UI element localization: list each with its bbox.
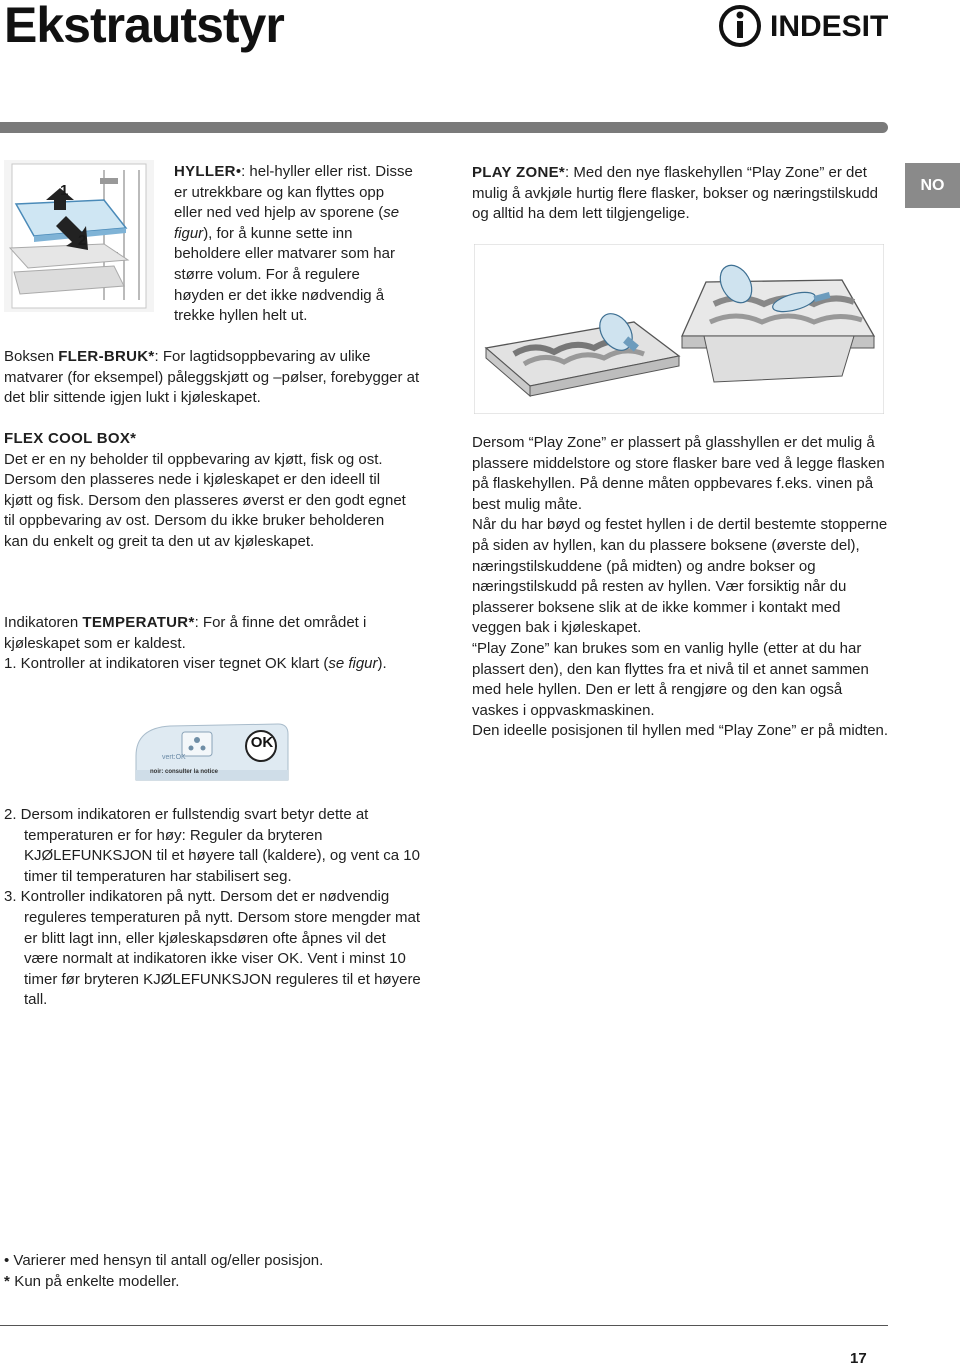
- play-zone-intro-text: : Med den nye flaskehyllen “Play Zone” er det mulig å avkjøle hurtig flere flasker, bokser og næringstilskudd og alltid ha dem lett tilgjengelige.: [472, 164, 879, 223]
- asterisk-marker: *: [188, 614, 195, 631]
- page-title: Ekstrautstyr: [4, 0, 284, 53]
- footnotes: [4, 1251, 504, 1292]
- language-tab: NO: [905, 163, 960, 208]
- footnote-variable: • Varierer med hensyn til antall og/eller posisjon.: [4, 1252, 324, 1269]
- brand-logo-icon: [718, 2, 768, 50]
- temperature-step-1: 1. Kontroller at indikatoren viser tegnet OK klart (se figur).: [4, 655, 387, 673]
- temperature-text: : For å finne det området i kjøleskapet som er kaldest.: [4, 614, 367, 652]
- asterisk-marker: *: [130, 430, 137, 447]
- brand-logo: [718, 2, 890, 50]
- footnote-models: * Kun på enkelte modeller.: [4, 1272, 180, 1290]
- play-zone-paragraph-4: Den ideelle posisjonen til hyllen med “Play Zone” er på midten.: [472, 722, 889, 740]
- shelves-figure-ref: se figur: [174, 204, 400, 242]
- asterisk-marker: *: [558, 164, 566, 181]
- multi-use-box-paragraph: [4, 347, 424, 409]
- bullet-marker: •: [4, 1252, 10, 1269]
- temperature-steps: [4, 805, 424, 1011]
- figure-label-1: 1: [60, 182, 69, 199]
- asterisk-marker: *: [148, 348, 155, 365]
- temperature-prefix: Indikatoren: [4, 614, 83, 631]
- header-divider: [0, 122, 888, 133]
- play-zone-intro: [472, 163, 892, 225]
- asterisk-marker: *: [4, 1272, 11, 1290]
- shelves-figure: [4, 160, 154, 312]
- indicator-ok-label: OK: [250, 734, 274, 751]
- temperature-indicator-figure: [130, 722, 290, 782]
- figure-label-2: 2: [78, 232, 87, 249]
- footer-divider: [0, 1325, 888, 1326]
- bullet-marker: •: [235, 163, 242, 180]
- shelves-text-1: : hel-hyller eller rist. Disse er utrekkbare og kan flyttes opp eller ned ved hjelp av sporene (: [174, 163, 413, 222]
- play-zone-paragraph-3: “Play Zone” kan brukes som en vanlig hylle (etter at du har plassert den), den kan flyttes fra et nivå til et annet sammen med hele hyllen. Den er lett å rengjøre og den kan også vaskes i oppvaskmaskinen.: [472, 639, 869, 719]
- play-zone-figure: [474, 244, 884, 414]
- indicator-vert-label: vert:OK: [162, 754, 186, 761]
- temperature-step-3: 3. Kontroller indikatoren på nytt. Dersom det er nødvendig reguleres temperaturen på nytt. Dersom store mengder mat er blitt lagt inn, eller kjøleskapsdøren ofte åpnes vil det være normalt at indikatoren ikke viser OK. Vent i minst 10 timer før bryteren KJØLEFUNKSJON reguleres til et høyere tall.: [4, 888, 421, 1009]
- flex-cool-box-section: [4, 429, 409, 553]
- step-1-figure-ref: se figur: [328, 655, 378, 673]
- multi-use-heading: FLER-BRUK: [58, 348, 149, 365]
- temperature-section: [4, 613, 414, 675]
- play-zone-paragraph-1: Dersom “Play Zone” er plassert på glasshyllen er det mulig å plassere middelstore og store flasker bare ved å legge flasken på flaskehyllen. På denne måten oppbevares f.eks. vinen på best mulig måte.: [472, 434, 885, 513]
- temperature-heading: TEMPERATUR: [82, 614, 189, 631]
- temperature-step-2: 2. Dersom indikatoren er fullstendig svart betyr dette at temperaturen er for høy: Reguler da bryteren KJØLEFUNKSJON til et høyere tall (kaldere), og vent ca 10 timer til temperaturen har stabilisert seg.: [4, 806, 420, 885]
- brand-wordmark: INDESIT: [770, 10, 889, 43]
- shelves-heading: HYLLER: [174, 163, 236, 180]
- shelves-paragraph: [174, 162, 414, 327]
- play-zone-body: [472, 433, 892, 742]
- indicator-noir-label: noir: consulter la notice: [150, 769, 219, 775]
- page-number: 17: [850, 1350, 867, 1367]
- multi-use-prefix: Boksen: [4, 348, 59, 365]
- play-zone-paragraph-2: Når du har bøyd og festet hyllen i de dertil bestemte stopperne på siden av hyllen, kan du plassere boksene (øverste del), næringstilskuddene (på midten) og andre bokser og næringstilskudd på resten av hyllen. Vær forsiktig når du plasserer boksene slik at de ikke kommer i kontakt med veggen bak i kjøleskapet.: [472, 516, 888, 637]
- play-zone-heading: PLAY ZONE: [472, 164, 559, 181]
- flex-cool-box-heading: FLEX COOL BOX: [4, 430, 131, 447]
- multi-use-text: : For lagtidsoppbevaring av ulike matvarer (for eksempel) påleggskjøtt og –pølser, forebygger at det blir sittende igjen lukt i kjøleskapet.: [4, 348, 420, 407]
- shelves-text-2: ), for å kunne sette inn beholdere eller matvarer som har større volum. For å regulere høyden er det ikke nødvendig å trekke hyllen helt ut.: [174, 224, 395, 325]
- flex-cool-box-text: Det er en ny beholder til oppbevaring av kjøtt, fisk og ost. Dersom den plasseres nede i kjøleskapet er den ideell til kjøtt og fisk. Dersom den plasseres øverst er den godt egnet til oppbevaring av ost. Dersom du ikke bruker beholderen kan du enkelt og greit ta den ut av kjøleskapet.: [4, 450, 406, 550]
